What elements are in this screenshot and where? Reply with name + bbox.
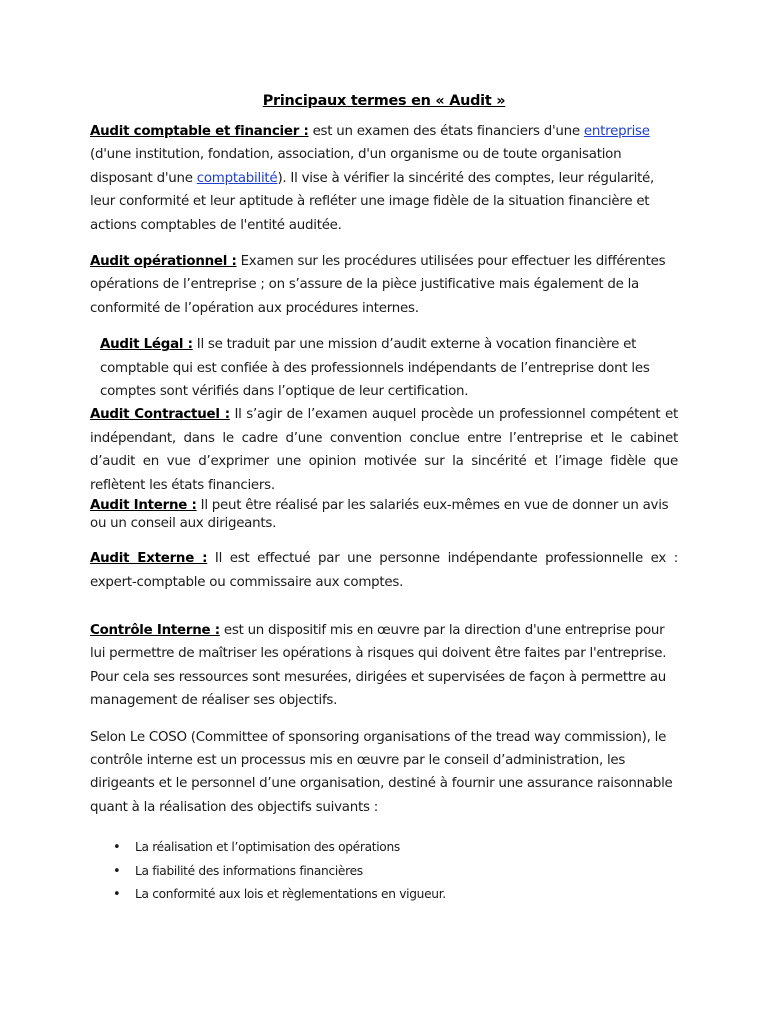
document-page [90, 86, 678, 906]
paragraph-audit-legal [90, 333, 678, 403]
paragraph-text: Il s’agir de l’examen auquel procède un professionnel compétent et indépendant, dans le cadre d’une convention conclue entre l’entreprise et le cabinet d’audit en vue d’exprimer une opinion motivée sur la sincérité et l’image fidèle que reflètent les états financiers. [90, 407, 679, 493]
paragraph-controle-interne [90, 619, 678, 713]
bullet-icon: • [113, 863, 121, 879]
list-item [90, 836, 678, 859]
term-audit-externe: Audit Externe : [90, 551, 208, 567]
paragraph-text: est un dispositif mis en œuvre par la direction d'une entreprise pour lui permettre de maîtriser les opérations à risques qui doivent être faites par l'entreprise. Pour cela ses ressources sont mesurées, dirigées et supervisées de façon à permettre au management de réaliser ses objectifs. [90, 622, 667, 709]
term-audit-comptable: Audit comptable et financier : [90, 124, 309, 139]
link-entreprise[interactable]: entreprise [583, 124, 650, 139]
objectives-list [90, 836, 678, 906]
list-item-text: La réalisation et l’optimisation des opérations [135, 840, 400, 855]
term-audit-contractuel: Audit Contractuel : [90, 407, 230, 423]
paragraph-audit-operationnel [90, 250, 678, 320]
paragraph-audit-contractuel [90, 403, 678, 497]
paragraph-audit-externe [90, 547, 678, 594]
list-item [90, 860, 678, 883]
paragraph-text: ). Il vise à vérifier la sincérité des comptes, leur régularité, leur conformité et leur aptitude à refléter une image fidèle de la situation financière et actions comptables de l'entité auditée. [90, 170, 655, 233]
term-audit-operationnel: Audit opérationnel : [90, 254, 237, 270]
term-audit-legal: Audit Légal : [100, 337, 193, 353]
page-title: Principaux termes en « Audit » [262, 93, 506, 109]
link-comptabilite[interactable]: comptabilité [196, 170, 278, 186]
paragraph-audit-comptable [90, 120, 678, 237]
paragraph-text: est un examen des états financiers d'une [308, 124, 584, 139]
paragraph-text: Il est effectué par une personne indépendante professionnelle ex : expert-comptable ou commissaire aux comptes. [90, 551, 678, 590]
list-item [90, 883, 678, 906]
term-audit-interne: Audit Interne : [90, 498, 197, 514]
list-item-text: La fiabilité des informations financières [135, 863, 363, 878]
list-item-text: La conformité aux lois et règlementations en vigueur. [135, 886, 446, 901]
bullet-icon: • [113, 886, 121, 902]
term-controle-interne: Contrôle Interne : [90, 622, 220, 638]
paragraph-text: Il se traduit par une mission d’audit externe à vocation financière et comptable qui est confiée à des professionnels indépendants de l’entreprise dont les comptes sont vérifiés dans l’optique de leur certification. [100, 337, 650, 400]
paragraph-text: (d'une institution, fondation, association, d'un organisme ou de toute organisation disposant d'une [90, 147, 622, 186]
paragraph-text: Il peut être réalisé par les salariés eux-mêmes en vue de donner un avis ou un conseil aux dirigeants. [90, 498, 669, 531]
paragraph-text: Examen sur les procédures utilisées pour effectuer les différentes opérations de l’entreprise ; on s’assure de la pièce justificative mais également de la conformité de l’opération aux procédures internes. [90, 254, 666, 316]
paragraph-coso: Selon Le COSO (Committee of sponsoring organisations of the tread way commission), le contrôle interne est un processus mis en œuvre par le conseil d’administration, les dirigeants et le personnel d’une organisation, destiné à fournir une assurance raisonnable quant à la réalisation des objectifs suivants : [90, 729, 673, 815]
paragraph-audit-interne [90, 497, 678, 532]
bullet-icon: • [113, 840, 121, 856]
